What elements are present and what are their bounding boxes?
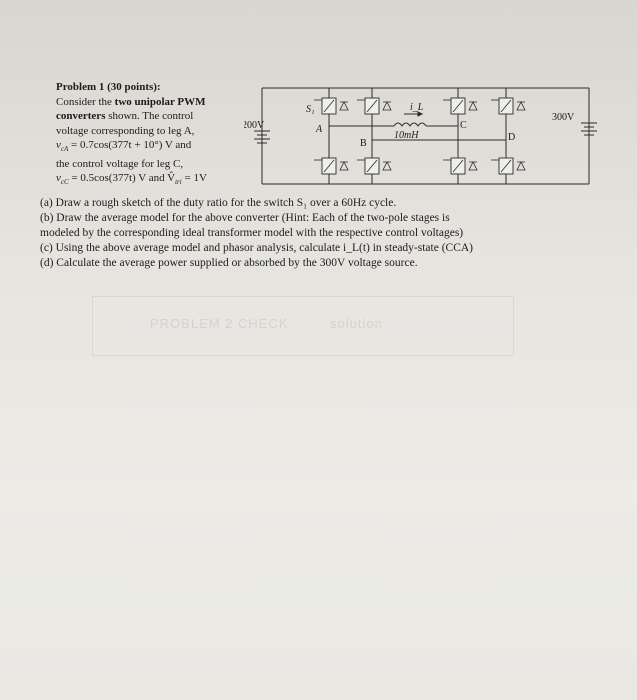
intro-text-1: Consider the	[56, 95, 115, 108]
eq-c-rest: = 0.5cos(377t) V and V̂	[68, 172, 176, 185]
faint-bleed-text-left: PROBLEM 2 CHECK	[150, 316, 289, 331]
inductor-label: 10mH	[394, 130, 419, 141]
current-label: i_L	[410, 102, 424, 113]
switch-s1-label: S₁	[306, 104, 315, 115]
question-a: (a) Draw a rough sketch of the duty ratio for the switch S₁ over a 60Hz cycle.	[40, 197, 397, 209]
converter-circuit-diagram	[244, 78, 614, 193]
question-b-line-2: modeled by the corresponding ideal transformer model with the respective control voltages)	[40, 227, 464, 239]
question-d: (d) Calculate the average power supplied or absorbed by the 300V voltage source.	[40, 257, 418, 269]
eq-tri-subscript: tri	[175, 178, 182, 187]
intro-line-4: the control voltage for leg C,	[56, 157, 184, 170]
intro-line-3: voltage corresponding to leg A,	[56, 124, 195, 137]
eq-a-symbol: v	[56, 139, 61, 151]
source-left-label: 200V	[244, 120, 265, 131]
equation-leg-a	[56, 138, 246, 157]
node-a-label: A	[316, 124, 323, 135]
eq-c-symbol: v	[56, 172, 61, 185]
eq-a-subscript: cA	[60, 145, 69, 154]
question-b-line-1: (b) Draw the average model for the above converter (Hint: Each of the two-pole stages is	[40, 212, 450, 224]
intro-bold-2: converters	[56, 110, 106, 122]
eq-c-subscript: cC	[60, 178, 69, 187]
eq-tri-value: = 1V	[181, 172, 207, 185]
equation-leg-c	[56, 171, 246, 190]
source-right-label: 300V	[552, 112, 575, 123]
eq-a-rest: = 0.7cos(377t + 10°) V and	[68, 139, 192, 151]
intro-text-2: shown. The control	[105, 110, 194, 122]
node-c-label: C	[460, 120, 467, 131]
circuit-svg	[244, 78, 614, 193]
problem-statement	[56, 80, 246, 190]
node-b-label: B	[360, 138, 367, 149]
intro-line-2	[56, 109, 246, 124]
questions-list	[40, 196, 600, 271]
faint-bleed-text-right: solution	[330, 316, 383, 331]
problem-title: Problem 1 (30 points):	[56, 81, 161, 93]
intro-bold-1: two unipolar PWM	[114, 95, 206, 108]
question-c: (c) Using the above average model and phasor analysis, calculate i_L(t) in steady-state (CCA)	[40, 242, 474, 254]
intro-line-1	[56, 95, 246, 110]
node-d-label: D	[508, 132, 516, 143]
